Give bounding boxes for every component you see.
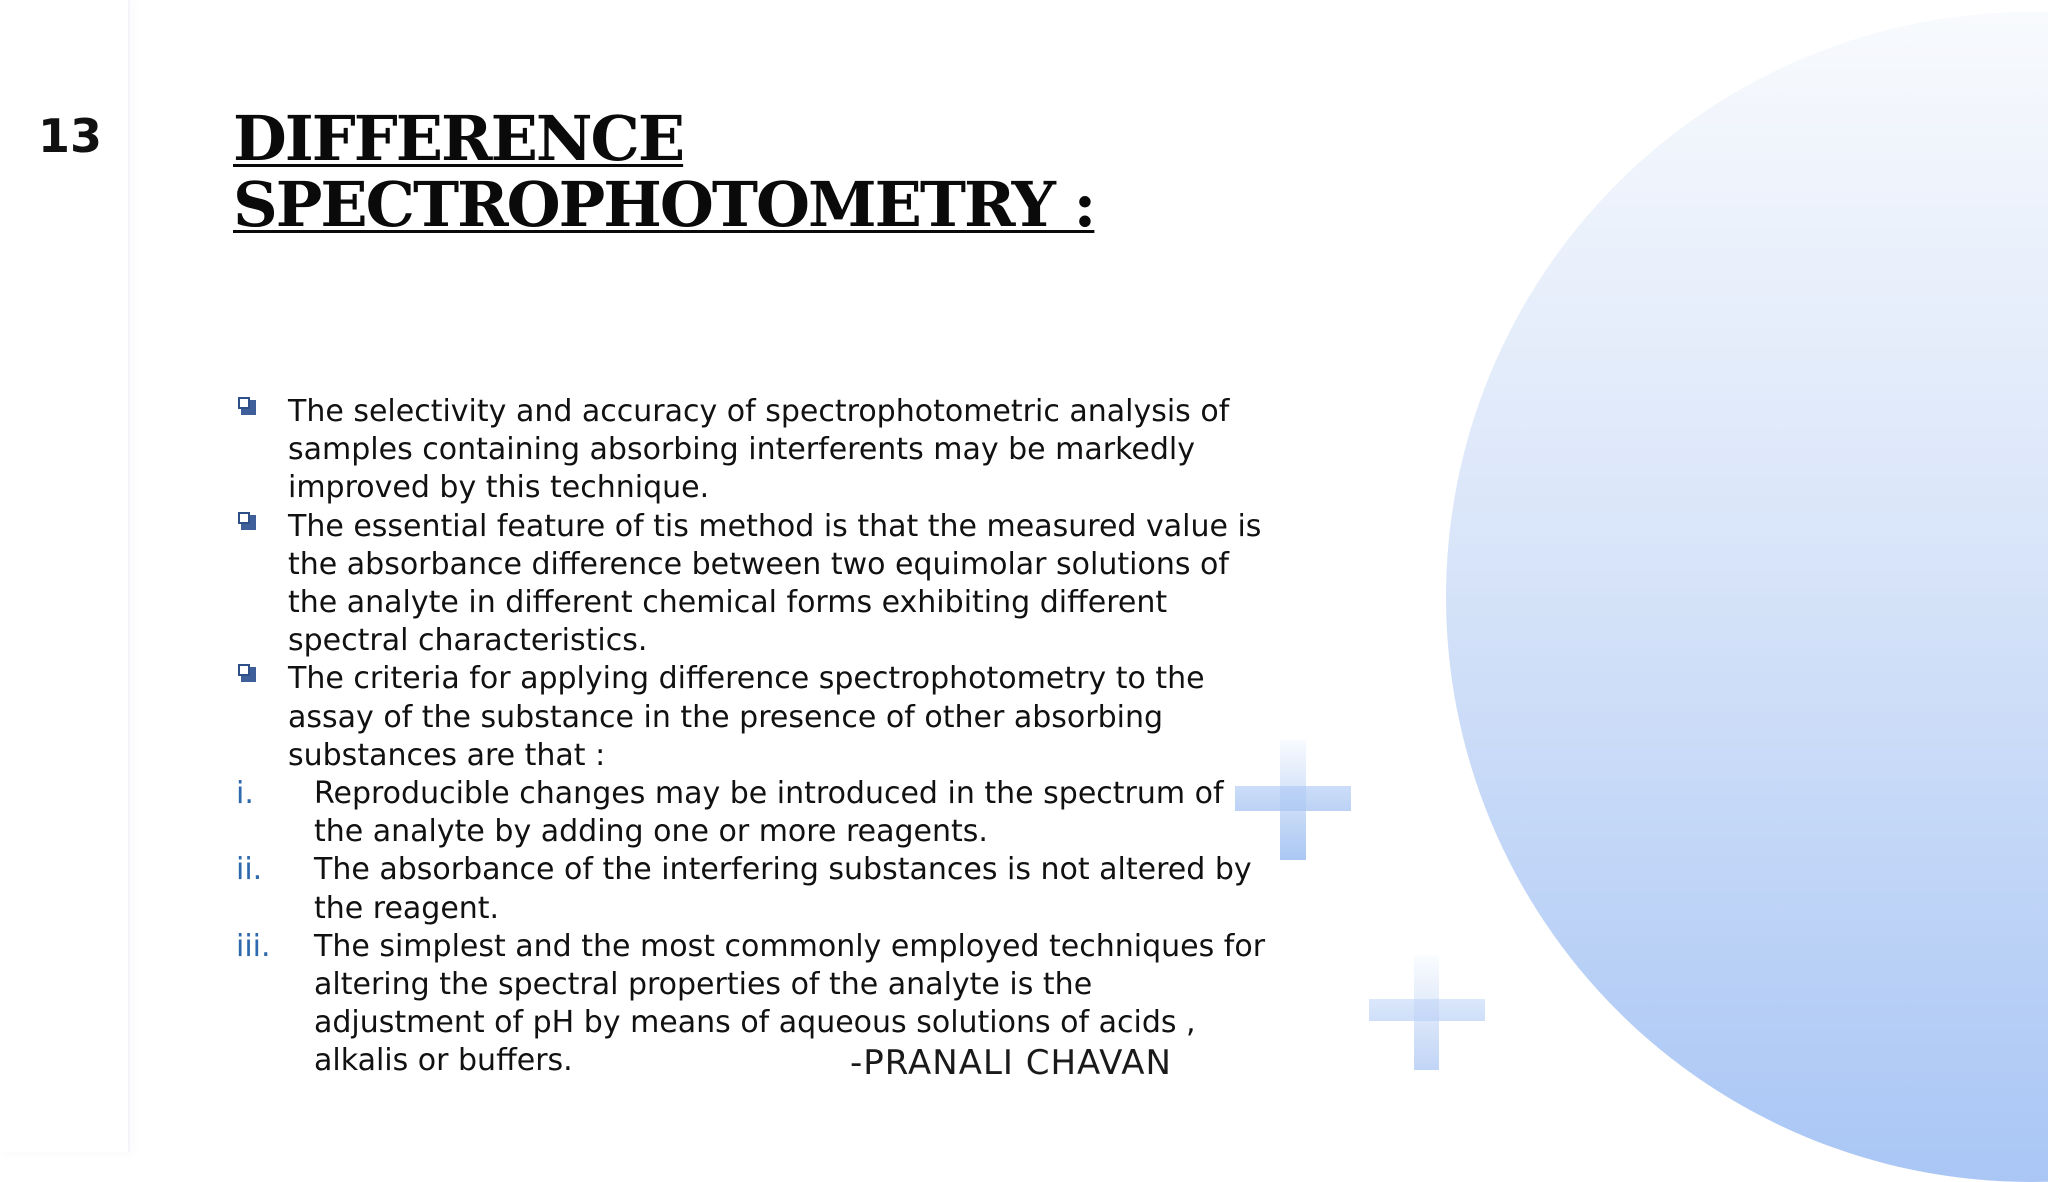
bullet-text: The selectivity and accuracy of spectrophotometric analysis of samples containing absorbing interferents may be markedly improved by this technique. <box>288 394 1230 506</box>
list-marker: ii. <box>236 852 263 888</box>
list-marker: iii. <box>236 928 271 964</box>
decorative-circle <box>1446 12 2048 1182</box>
numbered-item <box>236 851 1266 927</box>
bullet-item <box>236 508 1266 661</box>
title-line: DIFFERENCE <box>233 102 684 175</box>
numbered-text: The simplest and the most commonly employed techniques for altering the spectral properties of the analyte is the adjustment of pH by means of aqueous solutions of acids , alkalis or buffers. <box>314 928 1266 1079</box>
bullet-item <box>236 660 1266 775</box>
numbered-item <box>236 775 1266 851</box>
left-margin-strip <box>0 0 128 1152</box>
bullet-text: The essential feature of tis method is that the measured value is the absorbance difference between two equimolar solutions of the analyte in different chemical forms exhibiting different spectral characteristics. <box>288 508 1262 659</box>
square-bullet-icon <box>238 397 256 415</box>
margin-divider <box>128 0 132 1152</box>
slide-content <box>236 393 1266 1081</box>
square-bullet-icon <box>238 664 256 682</box>
numbered-text: The absorbance of the interfering substances is not altered by the reagent. <box>314 852 1252 926</box>
title-line: SPECTROPHOTOMETRY : <box>233 168 1095 241</box>
slide-title <box>233 102 1095 241</box>
bullet-item <box>236 393 1266 508</box>
author-signature: -PRANALI CHAVAN <box>850 1043 1172 1083</box>
slide-number: 13 <box>38 109 103 163</box>
numbered-text: Reproducible changes may be introduced in the spectrum of the analyte by adding one or more reagents. <box>314 776 1224 850</box>
plus-decoration-icon <box>1369 955 1485 1070</box>
square-bullet-icon <box>238 512 256 530</box>
bullet-text: The criteria for applying difference spectrophotometry to the assay of the substance in the presence of other absorbing substances are that : <box>288 661 1205 773</box>
list-marker: i. <box>236 776 254 812</box>
